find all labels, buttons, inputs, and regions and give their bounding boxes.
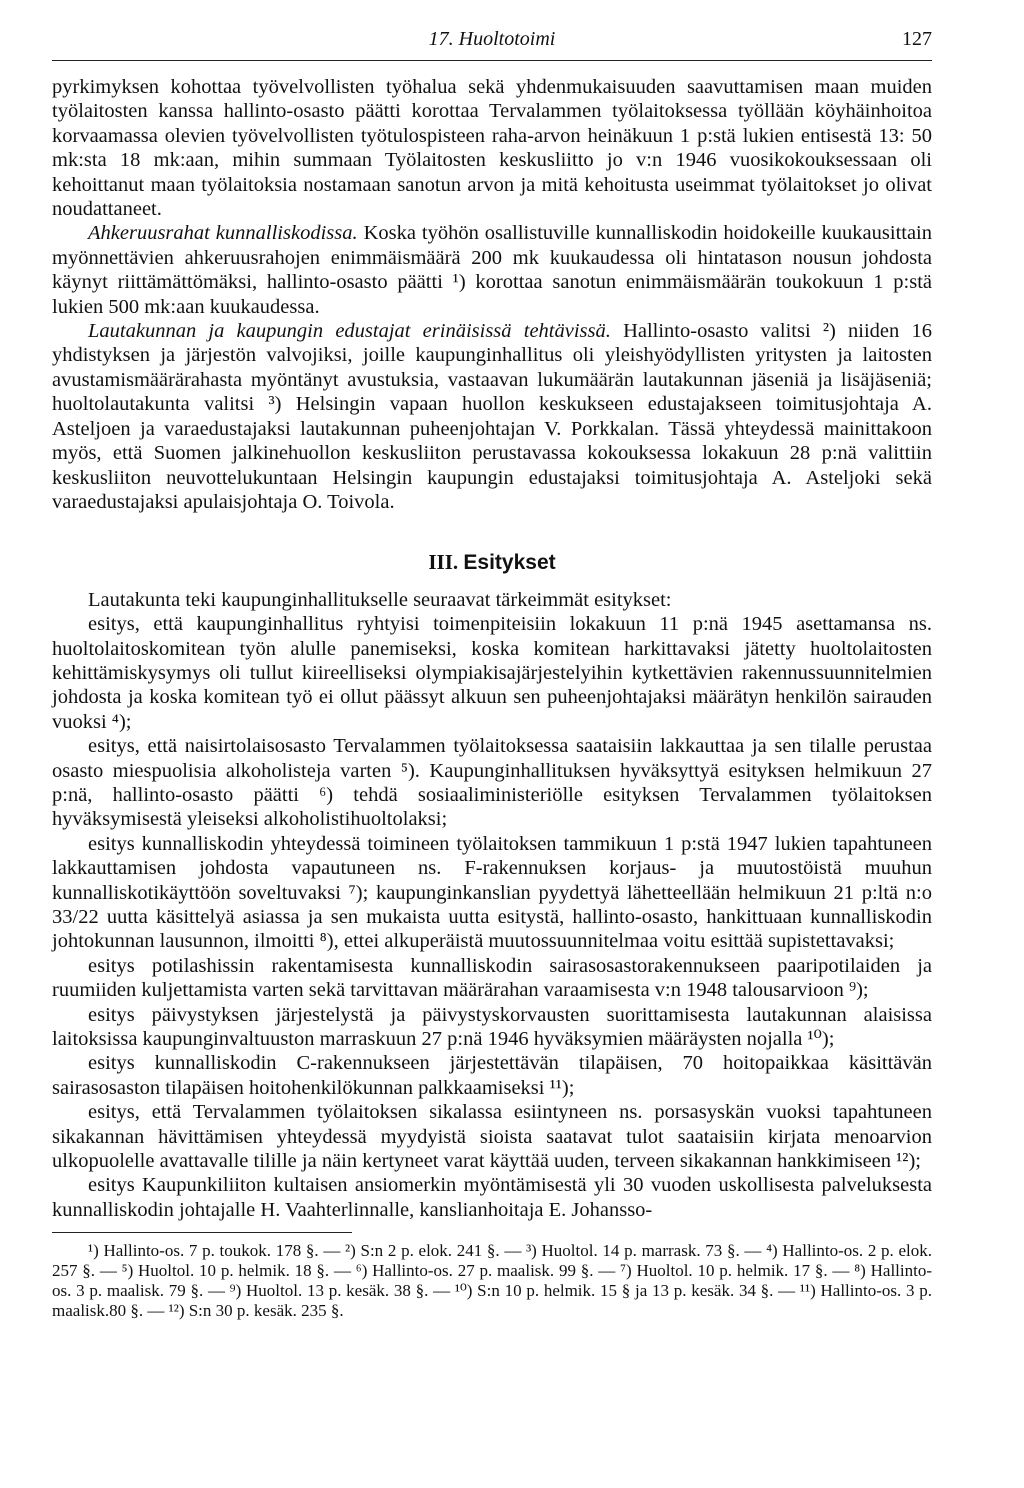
section-paragraph: esitys kunnalliskodin yhteydessä toimineen työlaitoksen tammikuun 1 p:stä 1947 lukien tapahtuneen lakkauttamisen johdosta vapautuneen ns. F-rakennuksen korjaus- ja muutostöistä muuhun kunnalliskotikäyttöön soveltuvaksi ⁷); kaupunginkanslian pyydettyä lähetteellään helmikuun 21 p:ltä n:o 33/22 uutta käsittelyä asiassa ja sen mukaista uutta esitystä, hallinto-osasto, hankittuaan kunnalliskodin johtokunnan lausunnon, ilmoitti ⁸), ettei alkuperäistä muutossuunnitelmaa voitu esittää supistettavaksi;	[52, 832, 932, 953]
body-text	[52, 75, 932, 1222]
section-heading	[52, 550, 932, 575]
section-paragraph: Lautakunta teki kaupunginhallitukselle seuraavat tärkeimmät esitykset:	[88, 588, 672, 611]
paragraph-text: Hallinto-osasto valitsi ²) niiden 16 yhdistyksen ja järjestön valvojiksi, joille kaupunginhallitus oli yleishyödyllisten yritysten ja laitosten avustamismäärärahasta myöntänyt avustuksia, vastaavan lukumäärän lautakunnan jäseniä ja lisäjäseniä; huoltolautakunta valitsi ³) Helsingin vapaan huollon keskukseen edustajakseen toimitusjohtaja A. Asteljoen ja varaedustajaksi lautakunnan puheenjohtajan V. Porkkalan. Tässä yhteydessä mainittakoon myös, että Suomen jalkinehuollon keskusliiton perustavassa kokouksessa lokakuun 28 p:nä valittiin keskusliiton neuvottelukuntaan Helsingin kaupungin edustajaksi toimitusjohtaja A. Asteljoki sekä varaedustajaksi apulaisjohtaja O. Toivola.	[52, 320, 932, 513]
paragraph-continuation	[52, 75, 932, 221]
section-paragraph: esitys, että Tervalammen työlaitoksen sikalassa esiintyneen ns. porsasyskän vuoksi tapahtuneen sikakannan hävittämisen yhteydessä myydyistä sioista saatavat tulot saataisiin kirjata menoarvion ulkopuolelle avattavalle tilille ja näin kertyneet varat käyttää uuden, terveen sikakannan hankkimiseen ¹²);	[52, 1101, 932, 1173]
running-title: 17. Huoltotoimi	[428, 28, 556, 50]
section-paragraph: esitys kunnalliskodin C-rakennukseen järjestettävän tilapäisen, 70 hoitopaikkaa käsittävän sairasosaston tilapäisen hoitohenkilökunnan palkkaamiseksi ¹¹);	[52, 1052, 932, 1099]
footnote-divider	[52, 1232, 352, 1233]
section-paragraph: esitys, että kaupunginhallitus ryhtyisi toimenpiteisiin lokakuun 11 p:nä 1945 asettamansa ns. huoltolaitoskomitean työn alulle panemiseksi, koska komitean harkittavaksi jätetty huoltolaitosten kehittämiskysymys oli tullut kiireelliseksi olympiakisajärjestelyihin kytkettävien rakennussuunnitelmien johdosta ja koska komitean työ ei ollut päässyt alkuun sen puheenjohtajaksi määrätyn henkilön sairauden vuoksi ⁴);	[52, 613, 932, 733]
paragraph-text: Koska työhön osallistuville kunnalliskodin hoidokeille kuukausittain myönnettävien ahkeruusrahojen enimmäismäärä 200 mk kuukaudessa oli hintatason nousun johdosta käynyt riittämättömäksi, hallinto-osasto päätti ¹) korottaa sanotun enimmäismäärän toukokuun 1 p:stä lukien 500 mk:aan kuukaudessa.	[52, 222, 933, 318]
paragraph-ahkeruusrahat	[52, 221, 932, 319]
document-page	[52, 24, 932, 1321]
page-header	[52, 24, 932, 61]
paragraph-lead: Lautakunnan ja kaupungin edustajat erinäisissä tehtävissä.	[88, 320, 611, 343]
paragraph-text: pyrkimyksen kohottaa työvelvollisten työhalua sekä yhdenmukaisuuden saavuttamisen maan muiden työlaitosten kanssa hallinto-osasto päätti korottaa Tervalammen työlaitoksessa työllään köyhäinhoitoa korvaamassa olevien työvelvollisten työtulospisteen raha-arvon heinäkuun 1 p:stä lukien entisestä 13: 50 mk:sta 18 mk:aan, mihin summaan Työlaitosten keskusliitto jo v:n 1946 vuosikokouksessaan oli kehoittanut maan työlaitoksia nostamaan sanotun arvon ja mitä kehoitusta useimmat työlaitokset jo olivat noudattaneet.	[52, 76, 932, 221]
section-paragraph: esitys potilashissin rakentamisesta kunnalliskodin sairasosastorakennukseen paaripotilaiden ja ruumiiden kuljettamista varten sekä tarvittavan määrärahan varaamisesta v:n 1948 talousarvioon ⁹);	[52, 954, 932, 1002]
paragraph-lead: Ahkeruusrahat kunnalliskodissa.	[88, 222, 358, 245]
section-paragraph: esitys päivystyksen järjestelystä ja päivystyskorvausten suorittamisesta lautakunnan alaisissa laitoksissa kaupunginvaltuuston marraskuun 27 p:nä 1946 hyväksymien määräysten nojalla ¹⁰);	[52, 1003, 932, 1051]
section-paragraph: esitys, että naisirtolaisosasto Tervalammen työlaitoksessa saataisiin lakkauttaa ja sen tilalle perustaa osasto miespuolisia alkoholisteja varten ⁵). Kaupunginhallituksen hyväksyttyä esityksen helmikuun 27 p:nä, hallinto-osasto päätti ⁶) tehdä sosiaaliministeriölle esityksen Tervalammen työlaitoksen hyväksymisestä yleiseksi alkoholistihuoltolaksi;	[52, 735, 932, 831]
section-title: Esitykset	[463, 551, 556, 575]
footnotes: ¹) Hallinto-os. 7 p. toukok. 178 §. — ²) S:n 2 p. elok. 241 §. — ³) Huoltol. 14 p. marrask. 73 §. — ⁴) Hallinto-os. 2 p. elok. 257 §. — ⁵) Huoltol. 10 p. helmik. 18 §. — ⁶) Hallinto-os. 27 p. maalisk. 99 §. — ⁷) Huoltol. 10 p. helmik. 17 §. — ⁸) Hallinto-os. 3 p. maalisk. 79 §. — ⁹) Huoltol. 13 p. kesäk. 38 §. — ¹⁰) S:n 10 p. helmik. 15 § ja 13 p. kesäk. 34 §. — ¹¹) Hallinto-os. 3 p. maalisk.80 §. — ¹²) S:n 30 p. kesäk. 235 §.	[52, 1241, 932, 1321]
page-number: 127	[902, 28, 932, 50]
paragraph-edustajat	[52, 319, 932, 514]
section-paragraph: esitys Kaupunkiliiton kultaisen ansiomerkin myöntämisestä yli 30 vuoden uskollisesta palveluksesta kunnalliskodin johtajalle H. Vaahterlinnalle, kanslianhoitaja E. Johansso-	[52, 1174, 932, 1221]
section-numeral: III.	[428, 550, 459, 575]
